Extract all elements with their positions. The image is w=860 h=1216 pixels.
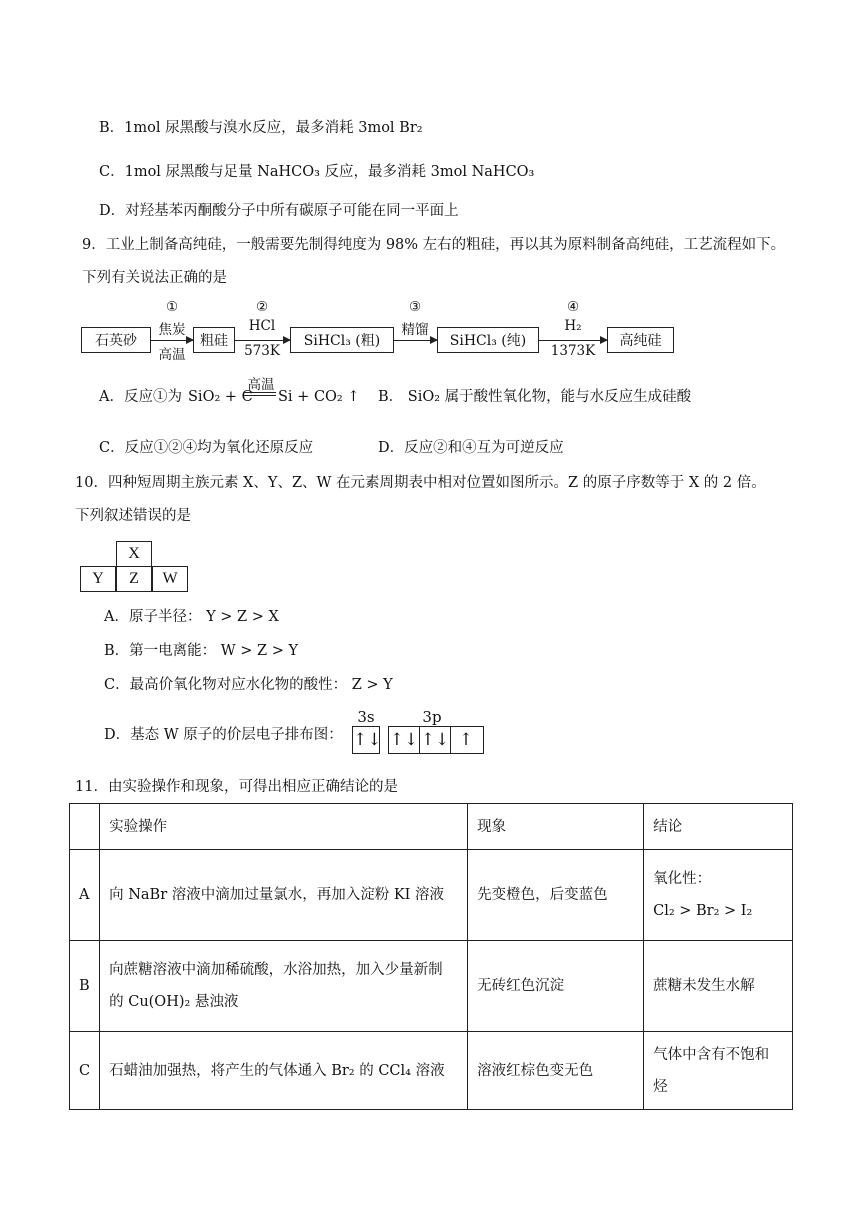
row-operation	[100, 941, 468, 1032]
step-2-reagent: HCl	[248, 318, 276, 334]
q10-option-a: A．原子半径： Y > Z > X	[104, 609, 279, 625]
row-phenomenon: 无砖红色沉淀	[468, 941, 644, 1032]
cell-y: Y	[80, 566, 116, 592]
row-operation: 向 NaBr 溶液中滴加过量氯水，再加入淀粉 KI 溶液	[100, 850, 468, 941]
row-conclusion	[644, 850, 793, 941]
header-operation: 实验操作	[100, 804, 468, 850]
q11-stem: 11．由实验操作和现象，可得出相应正确结论的是	[75, 779, 398, 795]
table-row	[70, 850, 793, 941]
step-2-condition: 573K	[244, 343, 280, 359]
cell-z: Z	[116, 566, 152, 592]
row-label: C	[70, 1032, 100, 1110]
electron-pair-arrows: ↑↓	[420, 730, 450, 750]
header-phenomenon: 现象	[468, 804, 644, 850]
flow-arrow-3	[394, 340, 437, 341]
q9-stem-line1: 9．工业上制备高纯硅，一般需要先制得纯度为 98% 左右的粗硅，再以其为原料制备高纯硅，工艺流程如下。	[82, 237, 786, 253]
step-3-process: 精馏	[401, 322, 429, 338]
flow-arrow-4	[539, 340, 607, 341]
orbital-3p-label: 3p	[422, 708, 442, 726]
electron-pair-arrows: ↑↓	[389, 730, 419, 750]
q9-option-b: B． SiO₂ 属于酸性氧化物，能与水反应生成硅酸	[378, 389, 692, 405]
electron-pair-arrows: ↑↓	[353, 730, 382, 750]
row-label: B	[70, 941, 100, 1032]
experiment-table	[69, 803, 793, 1110]
step-3-number: ③	[408, 299, 422, 315]
q9-option-a-condition: 高温	[247, 377, 275, 393]
flow-arrow-2	[235, 340, 290, 341]
q10-stem-line1: 10．四种短周期主族元素 X、Y、Z、W 在元素周期表中相对位置如图所示。Z 的原子序数等于 X 的 2 倍。	[75, 475, 766, 491]
conclusion-line: 气体中含有不饱和	[653, 1046, 770, 1063]
conclusion-line: 烃	[653, 1078, 668, 1095]
step-4-reagent: H₂	[564, 318, 582, 334]
flow-box-crude-silicon: 粗硅	[193, 327, 235, 353]
header-conclusion: 结论	[644, 804, 793, 850]
table-row	[70, 941, 793, 1032]
row-phenomenon: 溶液红棕色变无色	[468, 1032, 644, 1110]
step-2-number: ②	[255, 299, 269, 315]
q10-option-c: C．最高价氧化物对应水化物的酸性： Z > Y	[104, 677, 393, 693]
conclusion-line: Cl₂ > Br₂ > I₂	[653, 903, 753, 919]
flow-arrow-1	[151, 340, 193, 341]
q10-option-b: B．第一电离能： W > Z > Y	[104, 643, 299, 659]
q8-option-d: D．对羟基苯丙酮酸分子中所有碳原子可能在同一平面上	[99, 203, 459, 219]
cell-w: W	[152, 566, 188, 592]
row-label: A	[70, 850, 100, 941]
q9-option-a-reactants: SiO₂ + C	[188, 389, 253, 405]
flow-box-sihcl3-pure: SiHCl₃ (纯)	[437, 327, 539, 353]
table-row	[70, 1032, 793, 1110]
step-1-condition: 高温	[158, 347, 186, 363]
q8-option-c: C．1mol 尿黑酸与足量 NaHCO₃ 反应，最多消耗 3mol NaHCO₃	[99, 164, 535, 180]
operation-line: 的 Cu(OH)₂ 悬浊液	[109, 994, 239, 1010]
electron-up-arrow: ↑	[458, 730, 474, 750]
step-4-condition: 1373K	[550, 343, 596, 359]
q9-stem-line2: 下列有关说法正确的是	[82, 270, 227, 286]
flow-box-sihcl3-crude: SiHCl₃ (粗)	[290, 327, 394, 353]
q10-stem-line2: 下列叙述错误的是	[75, 508, 191, 524]
q9-option-a-prefix: A．反应①为	[99, 389, 182, 405]
row-conclusion	[644, 1032, 793, 1110]
orbital-3s-box	[352, 726, 380, 754]
row-conclusion: 蔗糖未发生水解	[644, 941, 793, 1032]
conclusion-line: 氧化性：	[653, 871, 712, 887]
step-1-reagent: 焦炭	[158, 322, 186, 338]
operation-line: 向蔗糖溶液中滴加稀硫酸，水浴加热，加入少量新制	[109, 962, 443, 978]
q9-option-a-products: Si + CO₂ ↑	[278, 389, 360, 405]
q9-option-d: D．反应②和④互为可逆反应	[378, 440, 564, 456]
q10-option-d: D．基态 W 原子的价层电子排布图：	[104, 727, 343, 743]
equation-equals-sign	[244, 392, 276, 396]
step-1-number: ①	[165, 299, 179, 315]
step-4-number: ④	[566, 299, 580, 315]
row-phenomenon: 先变橙色，后变蓝色	[468, 850, 644, 941]
row-operation: 石蜡油加强热，将产生的气体通入 Br₂ 的 CCl₄ 溶液	[100, 1032, 468, 1110]
orbital-3s-label: 3s	[357, 708, 375, 726]
orbital-3p-box	[388, 726, 484, 754]
q8-option-b: B．1mol 尿黑酸与溴水反应，最多消耗 3mol Br₂	[99, 120, 423, 136]
table-header-row	[70, 804, 793, 850]
cell-x: X	[116, 541, 152, 567]
q9-option-c: C．反应①②④均为氧化还原反应	[99, 440, 314, 456]
flow-box-high-purity-silicon: 高纯硅	[607, 327, 674, 353]
flow-box-quartz-sand: 石英砂	[81, 327, 151, 353]
header-label	[70, 804, 100, 850]
